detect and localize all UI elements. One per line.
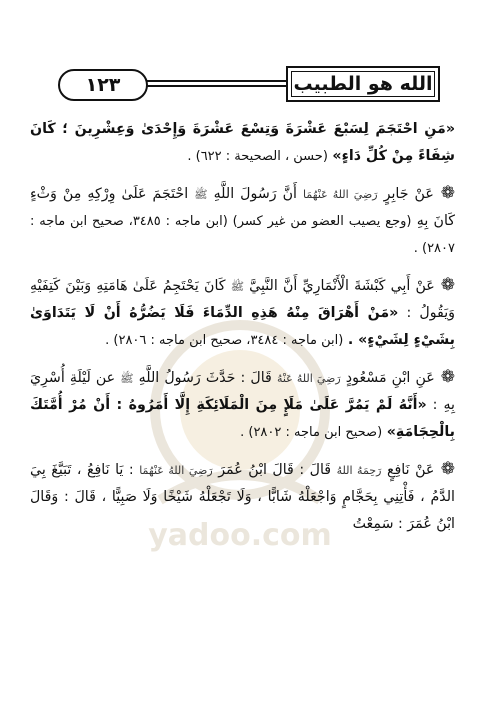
- hadith-paragraph: [30, 364, 455, 446]
- hadith-paragraph: [30, 272, 455, 354]
- hadith-paragraph: [30, 456, 455, 538]
- honorific: رَضِيَ اللهُ عَنْهُ: [276, 372, 341, 385]
- paragraph-gap: [30, 354, 455, 364]
- narration-text: عَنْ جَابِرٍ: [383, 186, 434, 202]
- narration-text: قَالَ : قَالَ ابْنُ عُمَرَ: [218, 462, 332, 478]
- hadith-text: «مَنْ أَهْرَاقَ مِنْهُ هَذِهِ الدِّمَاءَ فَلَا يَضُرُّهُ أَنْ لَا يَتَدَاوَىٰ بِشَيْءٍ لِشَيْءٍ» .: [30, 305, 455, 348]
- narration-text: كَانَ يَحْتَجِمُ عَلَىٰ هَامَتِهِ وَبَيْنَ كَتِفَيْهِ وَيَقُولُ :: [30, 278, 455, 321]
- reference-citation: (وجع يصيب العضو من غير كسر) (ابن ماجه : ٣٤٨٥، صحيح ابن ماجه : ٢٨٠٧) .: [30, 214, 455, 256]
- narration-text: أَنَّ رَسُولَ اللَّهِ: [213, 186, 297, 202]
- narration-text: : يَا نَافِعُ ، تَبَيَّغَ بِيَ الدَّمُ ، فَأْتِنِي بِحَجَّامٍ وَاجْعَلْهُ شَابًّا ، وَلَا تَجْعَلْهُ شَيْخًا وَلَا صَبِيًّا ، قَالَ : وَقَالَ ابْنُ عُمَرَ : سَمِعْتُ: [30, 462, 455, 532]
- page-number: ١٢٣: [58, 69, 148, 101]
- honorific: رَحِمَهُ اللهُ: [336, 464, 382, 477]
- flower-bullet-icon: ❁: [434, 367, 455, 387]
- reference-citation: (ابن ماجه : ٣٤٨٤، صحيح ابن ماجه : ٢٨٠٦) .: [105, 333, 344, 348]
- honorific: ﷺ: [230, 280, 244, 293]
- honorific: ﷺ: [120, 372, 134, 385]
- honorific: رَضِيَ اللهُ عَنْهُمَا: [139, 464, 213, 477]
- header-rule: [140, 85, 290, 87]
- narration-text: عَنْ نَافِعٍ: [386, 462, 435, 478]
- hadith-paragraph: [30, 116, 455, 170]
- paragraph-gap: [30, 446, 455, 456]
- narration-text: احْتَجَمَ عَلَىٰ وِرْكِهِ مِنْ وَثْءٍ كَانَ بِهِ: [30, 186, 456, 229]
- hadith-paragraph: [30, 180, 455, 262]
- narration-text: عَنِ ابْنِ مَسْعُودٍ: [345, 370, 435, 386]
- hadith-text: «مَنِ احْتَجَمَ لِسَبْعَ عَشْرَةَ وَتِسْعَ عَشْرَةَ وَإِحْدَىٰ وَعِشْرِينَ ؛ كَانَ شِفَاءً مِنْ كُلِّ دَاءٍ»: [30, 121, 455, 164]
- narration-text: عَنْ أَبِي كَبْشَةَ الْأَنْمَارِيِّ أَنَّ النَّبِيَّ: [249, 278, 435, 294]
- paragraph-gap: [30, 262, 455, 272]
- watermark-text: yadoo.com: [148, 518, 332, 553]
- flower-bullet-icon: ❁: [434, 459, 456, 479]
- paragraph-gap: [30, 170, 455, 180]
- honorific: ﷺ: [194, 188, 208, 201]
- header-rule: [140, 80, 290, 82]
- flower-bullet-icon: ❁: [433, 183, 456, 203]
- reference-citation: (صحيح ابن ماجه : ٢٨٠٢) .: [240, 425, 383, 440]
- hadith-text: «أَنَّهُ لَمْ يَمُرَّ عَلَىٰ مَلَإٍ مِنَ الْمَلَائِكَةِ إِلَّا أَمَرُوهُ : أَنْ مُرْ أُمَّتَكَ بِالْحِجَامَةِ»: [30, 397, 455, 440]
- page-body: [30, 116, 455, 538]
- narration-text: عن لَيْلَةِ أُسْرِيَ بِهِ :: [30, 370, 455, 413]
- narration-text: قَالَ : حَدَّثَ رَسُولُ اللَّهِ: [138, 370, 272, 386]
- flower-bullet-icon: ❁: [434, 275, 456, 295]
- running-title: الله هو الطبيب: [286, 66, 440, 102]
- reference-citation: (حسن ، الصحيحة : ٦٢٢) .: [187, 149, 328, 164]
- page-header: [40, 66, 440, 100]
- honorific: رَضِيَ اللهُ عَنْهُمَا: [303, 188, 378, 201]
